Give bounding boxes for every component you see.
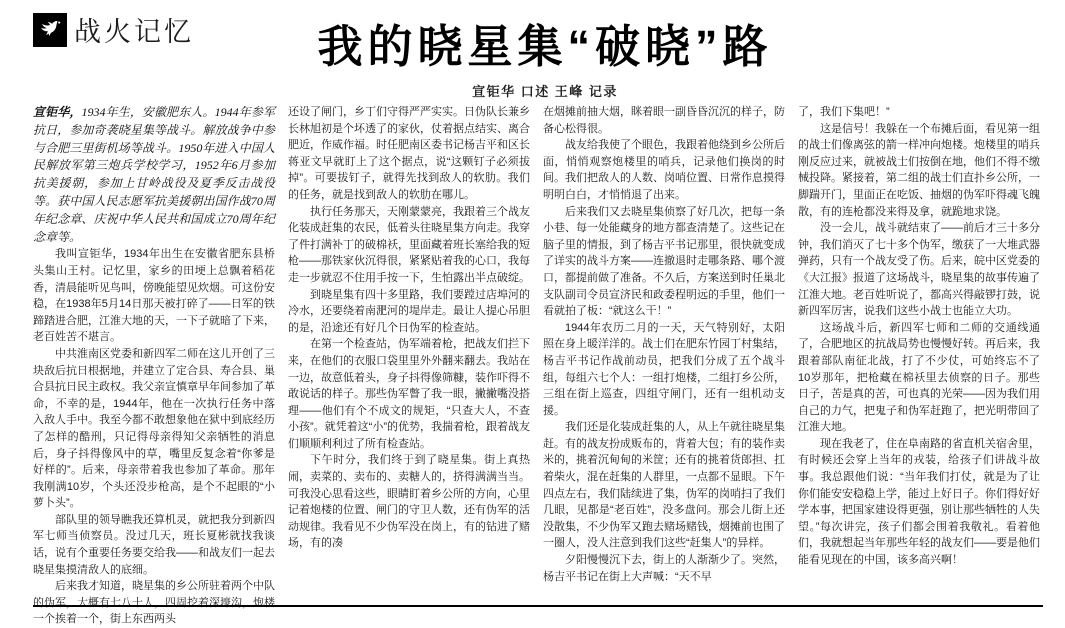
paragraph: 下午时分，我们终于到了晓星集。街上真热闹，卖菜的、卖布的、卖糖人的，挤得满满当当。可我没心思看这些，眼睛盯着乡公所的方向，心里记着炮楼的位置、闸门的守卫人数，还有伪军的活动规律。我看见不少伪军没在岗上，有的钻进了赌场，有的凑 [288,454,530,550]
paragraph: 中共淮南区党委和新四军二师在这儿开创了三块敌后抗日根据地，并建立了定合县、寿合县、巢合县抗日民主政权。我父亲宣慎章早年间参加了革命，不幸的是，1944年，他在一次执行任务中落入敌人手中。我至今都不敢想象他在狱中到底经历了怎样的酷刑，只记得母亲得知父亲牺牲的消息后，身子抖得像风中的草，嘴里反复念着“你爹是好样的”。后来，母亲带着我也参加了革命。那年我刚满10岁，个头还没步枪高，是个不起眼的“小萝卜头”。 [33,347,275,510]
article-column-4 [798,104,1040,569]
article-header [185,22,905,100]
paragraph: 1944年农历二月的一天，天气特别好，太阳照在身上暖洋洋的。战士们在肥东竹园丁村集结，杨吉平书记作战前动员，把我们分成了五个战斗组，每组六七个人：一组打炮楼，二组打乡公所，三组在街上巡查，四组守闸门，还有一组机动支援。 [543,321,785,417]
section-label: 战火记忆 [74,17,194,47]
paragraph-continuation: 在烟摊前抽大烟，眯着眼一副昏昏沉沉的样子，防备心松得很。 [543,106,785,135]
paragraph: 这场战斗后，新四军七师和二师的交通线通了，合肥地区的抗战局势也慢慢好转。再后来，我跟着部队南征北战，打了不少仗，可始终忘不了10岁那年，把枪藏在棉袄里去侦察的日子。那些日子，苦是真的苦，可也真的光荣——因为我们用自己的力气，把鬼子和伪军赶跑了，把光明带回了江淮大地。 [798,321,1040,434]
article-body [33,104,1040,628]
paragraph: 到晓星集有四十多里路，我们要蹚过店埠河的冷水，还要绕着南淝河的堤岸走。最让人提心吊胆的是，沿途还有好几个日伪军的检查站。 [288,288,530,334]
author-bio-text: 1934年生，安徽肥东人。1944年参军抗日，参加奇袭晓星集等战斗。解放战争中参与合肥三里街机场等战斗。1950年进入中国人民解放军第三炮兵学校学习，1952年6月参加抗美援朝，参加上甘岭战役及夏季反击战役等。获中国人民志愿军抗美援朝出国作战70周年纪念章、庆祝中华人民共和国成立70周年纪念章等。 [33,105,275,244]
paragraph: 后来我才知道，晓星集的乡公所驻着两个中队的伪军，大概有七八十人，四周挖着深壕沟，炮楼一个挨着一个，街上东西两头 [33,580,275,626]
section-masthead [33,10,194,49]
dove-icon [33,13,67,47]
author-name: 宣钜华， [33,105,82,119]
paragraph: 我们还是化装成赶集的人，从上午就往晓星集赶。有的战友扮成贩布的，背着大包；有的装作卖米的，挑着沉甸甸的米筐；还有的挑着货郎担、扛着柴火，混在赶集的人群里，一点都不显眼。下午四点左右，我们陆续进了集，伪军的岗哨扫了我们几眼，见都是“老百姓”，没多盘问。那会儿街上还没散集，不少伪军又跑去赌场赌钱，烟摊前也围了一圈人，没人注意到我们这些“赶集人”的异样。 [543,421,785,550]
paragraph: 执行任务那天，天刚蒙蒙亮，我跟着三个战友化装成赶集的农民，低着头往晓星集方向走。我穿了件打满补丁的破棉袄，里面藏着班长塞给我的短枪——那铁家伙沉得很，紧紧贴着我的心口，我每走一步就忍不住用手按一下，生怕露出半点破绽。 [288,205,530,284]
article-column-3 [543,104,785,585]
paragraph: 后来我们又去晓星集侦察了好几次，把每一条小巷、每一处能藏身的地方都查清楚了。这些记在脑子里的情报，到了杨吉平书记那里，很快就变成了详实的战斗方案——连撤退时走哪条路、哪个渡口，都提前做了准备。不久后，方案送到时任巢北支队副司令员宣济民和政委程明远的手里，他们一看就拍了板：“就这么干！” [543,205,785,318]
paragraph-continuation: 了，我们下集吧！” [798,106,890,118]
paragraph: 在第一个检查站，伪军端着枪，把战友们拦下来，在他们的衣服口袋里里外外翻来翻去。我站在一边，故意低着头，身子抖得像筛糠，装作吓得不敢说话的样子。那些伪军瞥了我一眼，撇撇嘴没搭理——他们有个不成文的规矩，“只查大人，不查小孩”。就凭着这“小”的优势，我揣着枪，跟着战友们顺顺利利过了所有检查站。 [288,338,530,450]
article-byline: 宣钜华 口述 王峰 记录 [472,84,618,99]
paragraph: 部队里的领导瞧我还算机灵，就把我分到新四军七师当侦察员。没过几天，班长夏彬就找我谈话，说有个重要任务要交给我——和战友们一起去晓星集摸清敌人的底细。 [33,513,275,576]
paragraph: 我叫宣钜华，1934年出生在安徽省肥东县桥头集山王村。记忆里，家乡的田埂上总飘着稻花香，清晨能听见鸟叫，傍晚能望见炊烟。可这份安稳，在1938年5月14日那天被打碎了——日军的铁蹄踏进合肥，江淮大地的天，一下子就暗了下来，老百姓苦不堪言。 [33,248,275,344]
page-bottom-rule [33,605,1043,607]
paragraph-continuation: 还设了闸门，乡丁们守得严严实实。日伪队长兼乡长林旭初是个坏透了的家伙，仗着据点结实、离合肥近，作威作福。时任肥南区委书记杨吉平和区长蒋亚文早就盯上了这个据点，说“这颗钉子必须拔掉”。可要拔钉子，就得先找到敌人的软肋。我们的任务，就是找到敌人的软肋在哪儿。 [288,106,530,201]
article-title: 我的晓星集“破晓”路 [317,21,773,72]
paragraph: 现在我老了，住在阜南路的省直机关宿舍里，有时候还会穿上当年的戎装，给孩子们讲战斗故事。我总跟他们说：“当年我们打仗，就是为了让你们能安安稳稳上学，能过上好日子。你们得好好学本事，把国家建设得更强，别让那些牺牲的人失望。”每次讲完，孩子们都会围着我敬礼。看着他们，我就想起当年那些年轻的战友们——要是他们能看见现在的中国，该多高兴啊！ [798,437,1040,567]
paragraph: 这是信号！我躲在一个布摊后面，看见第一组的战士们像离弦的箭一样冲向炮楼。炮楼里的哨兵刚反应过来，就被战士们按倒在地，他们不得不缴械投降。紧接着，第二组的战士们直扑乡公所，一脚踹开门，里面正在吃饭、抽烟的伪军吓得魂飞魄散，有的连枪都没来得及拿，就跪地求饶。 [798,122,1040,218]
author-bio [33,104,275,246]
article-column-2 [288,104,530,552]
article-column-1 [33,104,275,628]
paragraph: 没一会儿，战斗就结束了——前后才三十多分钟，我们消灭了七十多个伪军，缴获了一大堆武器弹药，只有一个战友受了伤。后来，皖中区党委的《大江报》报道了这场战斗，晓星集的故事传遍了江淮大地。老百姓听说了，都高兴得敲锣打鼓，说新四军厉害，说我们这些小战士也能立大功。 [798,222,1040,318]
paragraph: 战友给我使了个眼色，我跟着他绕到乡公所后面，悄悄观察炮楼里的哨兵，记录他们换岗的时间。我们把敌人的人数、岗哨位置、日常作息摸得明明白白，才悄悄退了出来。 [543,139,785,201]
paragraph: 夕阳慢慢沉下去，街上的人渐渐少了。突然，杨吉平书记在街上大声喊：“天不早 [543,554,785,583]
